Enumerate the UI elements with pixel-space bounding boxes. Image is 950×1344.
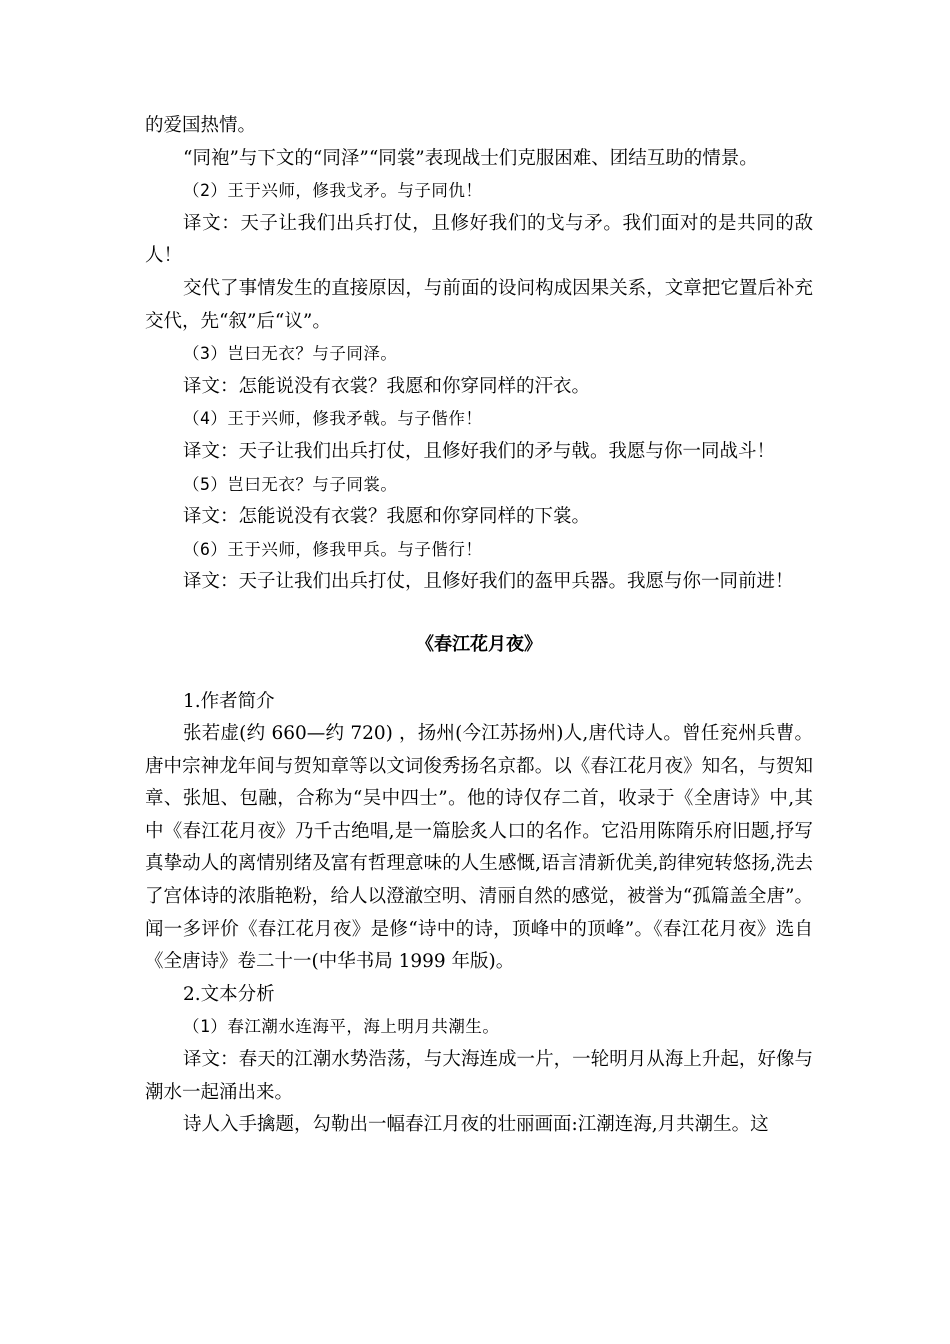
paragraph-patriotism: 的爱国热情。 (145, 115, 257, 136)
paragraph-tongpao: “同袍”与下文的“同泽”“同裳”表现战士们克服困难、团结互助的情景。 (183, 147, 758, 169)
heading-text-analysis: 2.文本分析 (183, 983, 275, 1005)
author-biography: 张若虚(约 660—约 720) ，扬州(今江苏扬州)人,唐代诗人。曾任兖州兵曹。唐中宗神龙年间与贺知章等以文词俊秀扬名京都。以《春江花月夜》知名，与贺知章、张旭、包融，合称为“吴中四士”。他的诗仅存二首，收录于《全唐诗》中,其中《春江花月夜》乃千古绝唱,是一篇脍炙人口的名作。它沿用陈隋乐府旧题,抒写真挚动人的离情别绪及富有哲理意味的人生感慨,语言清新优美,韵律宛转悠扬,洗去了宫体诗的浓脂艳粉，给人以澄澈空明、清丽自然的感觉，被誉为“孤篇盖全唐”。闻一多评价《春江花月夜》是修“诗中的诗，顶峰中的顶峰”。《春江花月夜》选自《全唐诗》卷二十一(中华书局 1999 年版)。 (145, 723, 813, 973)
commentary-2: 交代了事情发生的直接原因，与前面的设问构成因果关系，文章把它置后补充交代，先“叙”后“议”。 (145, 277, 813, 332)
verse-line-1: （1）春江潮水连海平，海上明月共潮生。 (183, 1017, 500, 1037)
translation-6: 译文：天子让我们出兵打仗，且修好我们的盔甲兵器。我愿与你一同前进！ (183, 571, 794, 593)
heading-author-intro: 1.作者简介 (183, 690, 275, 712)
verse-line-2: （2）王于兴师，修我戈矛。与子同仇！ (183, 181, 483, 201)
section-title: 《春江花月夜》 (416, 633, 542, 655)
translation-4: 译文：天子让我们出兵打仗，且修好我们的矛与戟。我愿与你一同战斗！ (183, 440, 776, 462)
verse-line-6: （6）王于兴师，修我甲兵。与子偕行！ (183, 539, 483, 559)
translation-5: 译文：怎能说没有衣裳？我愿和你穿同样的下裳。 (183, 506, 591, 528)
verse-line-4: （4）王于兴师，修我矛戟。与子偕作！ (183, 409, 483, 429)
verse-line-3: （3）岂曰无衣？与子同泽。 (183, 344, 398, 364)
translation-2: 译文：天子让我们出兵打仗，且修好我们的戈与矛。我们面对的是共同的敌人！ (145, 212, 813, 267)
translation-1: 译文：春天的江潮水势浩荡，与大海连成一片，一轮明月从海上升起，好像与潮水一起涌出来。 (145, 1049, 813, 1103)
verse-line-5: （5）岂曰无衣？与子同裳。 (183, 474, 398, 494)
document-content (145, 110, 813, 1142)
commentary-1: 诗人入手擒题，勾勒出一幅春江月夜的壮丽画面:江潮连海,月共潮生。这 (183, 1114, 769, 1136)
translation-3: 译文：怎能说没有衣裳？我愿和你穿同样的汗衣。 (183, 375, 591, 397)
